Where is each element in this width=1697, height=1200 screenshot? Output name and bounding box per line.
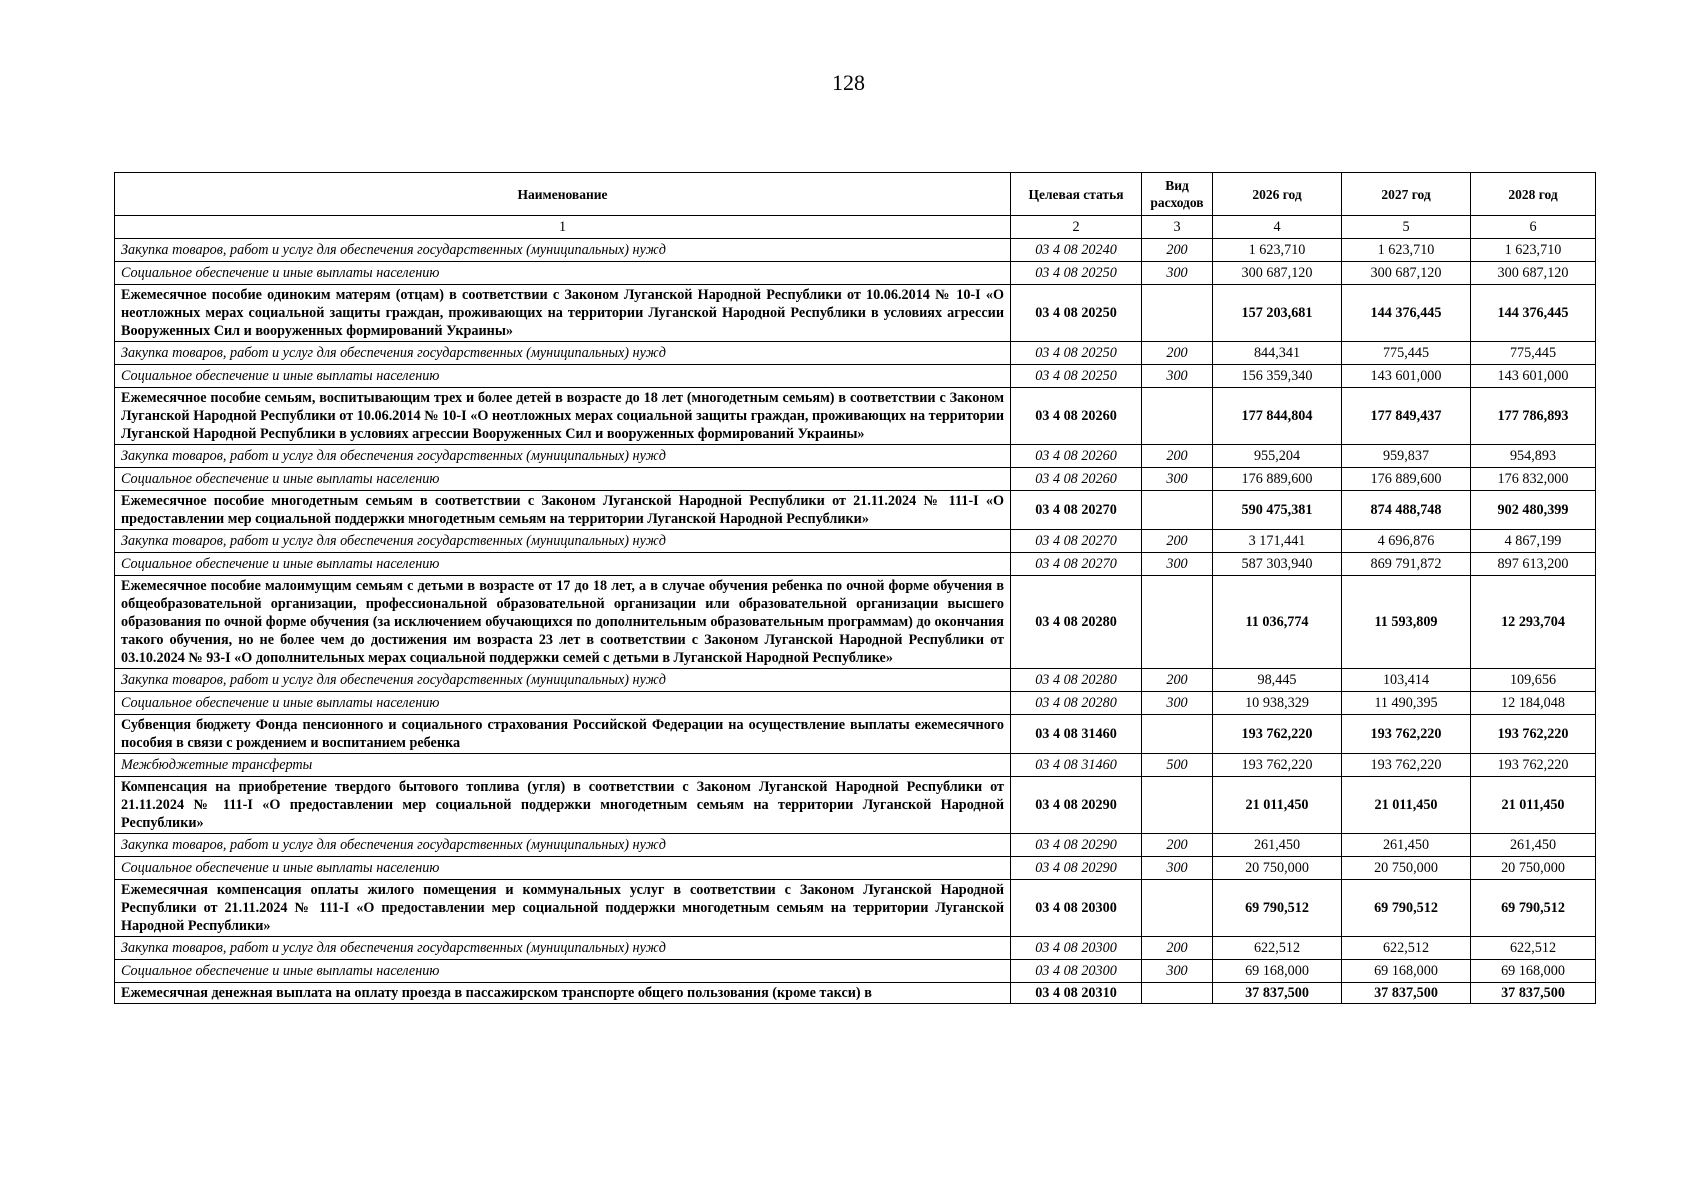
cell-amount-2027: 69 168,000 xyxy=(1342,960,1471,983)
cell-expense-kind: 200 xyxy=(1142,530,1213,553)
cell-amount-2027: 261,450 xyxy=(1342,834,1471,857)
cell-target-article: 03 4 08 20240 xyxy=(1011,239,1142,262)
cell-amount-2026: 844,341 xyxy=(1213,342,1342,365)
cell-amount-2026: 21 011,450 xyxy=(1213,777,1342,834)
cell-name: Закупка товаров, работ и услуг для обеспечения государственных (муниципальных) нужд xyxy=(115,445,1011,468)
cell-amount-2026: 37 837,500 xyxy=(1213,983,1342,1004)
cell-name: Закупка товаров, работ и услуг для обеспечения государственных (муниципальных) нужд xyxy=(115,834,1011,857)
column-number: 3 xyxy=(1142,216,1213,239)
cell-amount-2026: 261,450 xyxy=(1213,834,1342,857)
cell-target-article: 03 4 08 20270 xyxy=(1011,553,1142,576)
table-row xyxy=(115,777,1596,834)
cell-name: Ежемесячная денежная выплата на оплату проезда в пассажирском транспорте общего пользования (кроме такси) в xyxy=(115,983,1011,1004)
cell-target-article: 03 4 08 20250 xyxy=(1011,285,1142,342)
table-row xyxy=(115,342,1596,365)
cell-target-article: 03 4 08 20260 xyxy=(1011,388,1142,445)
cell-target-article: 03 4 08 20290 xyxy=(1011,857,1142,880)
cell-amount-2026: 157 203,681 xyxy=(1213,285,1342,342)
cell-amount-2027: 20 750,000 xyxy=(1342,857,1471,880)
table-row xyxy=(115,983,1596,1004)
cell-expense-kind: 200 xyxy=(1142,937,1213,960)
column-header-2026: 2026 год xyxy=(1213,173,1342,216)
cell-amount-2027: 1 623,710 xyxy=(1342,239,1471,262)
cell-expense-kind: 300 xyxy=(1142,857,1213,880)
cell-amount-2026: 193 762,220 xyxy=(1213,754,1342,777)
cell-name: Социальное обеспечение и иные выплаты населению xyxy=(115,365,1011,388)
table-row xyxy=(115,553,1596,576)
cell-amount-2026: 69 790,512 xyxy=(1213,880,1342,937)
cell-amount-2026: 156 359,340 xyxy=(1213,365,1342,388)
cell-expense-kind: 200 xyxy=(1142,445,1213,468)
cell-amount-2028: 261,450 xyxy=(1471,834,1596,857)
table-row xyxy=(115,715,1596,754)
cell-name: Ежемесячное пособие одиноким матерям (отцам) в соответствии с Законом Луганской Народной Республики от 10.06.2014 № 10-I «О неотложных мерах социальной защиты граждан, проживающих на территории Луганской Народной Республики в условиях агрессии Вооруженных Сил и вооруженных формирований Украины» xyxy=(115,285,1011,342)
cell-amount-2026: 177 844,804 xyxy=(1213,388,1342,445)
cell-amount-2027: 4 696,876 xyxy=(1342,530,1471,553)
cell-name: Закупка товаров, работ и услуг для обеспечения государственных (муниципальных) нужд xyxy=(115,669,1011,692)
cell-expense-kind: 300 xyxy=(1142,262,1213,285)
column-header-name: Наименование xyxy=(115,173,1011,216)
cell-amount-2027: 622,512 xyxy=(1342,937,1471,960)
table-body xyxy=(115,239,1596,1004)
table-row xyxy=(115,834,1596,857)
cell-expense-kind: 300 xyxy=(1142,365,1213,388)
column-header-kind: Вид расходов xyxy=(1142,173,1213,216)
cell-target-article: 03 4 08 20300 xyxy=(1011,880,1142,937)
cell-target-article: 03 4 08 31460 xyxy=(1011,715,1142,754)
column-number: 2 xyxy=(1011,216,1142,239)
cell-expense-kind xyxy=(1142,285,1213,342)
cell-expense-kind xyxy=(1142,880,1213,937)
column-number-row xyxy=(115,216,1596,239)
cell-amount-2028: 1 623,710 xyxy=(1471,239,1596,262)
cell-amount-2026: 3 171,441 xyxy=(1213,530,1342,553)
cell-target-article: 03 4 08 20310 xyxy=(1011,983,1142,1004)
cell-expense-kind xyxy=(1142,715,1213,754)
table-header-row xyxy=(115,173,1596,216)
cell-amount-2027: 959,837 xyxy=(1342,445,1471,468)
cell-target-article: 03 4 08 20260 xyxy=(1011,445,1142,468)
cell-expense-kind: 300 xyxy=(1142,553,1213,576)
cell-amount-2026: 20 750,000 xyxy=(1213,857,1342,880)
cell-amount-2028: 954,893 xyxy=(1471,445,1596,468)
cell-target-article: 03 4 08 20280 xyxy=(1011,669,1142,692)
cell-expense-kind xyxy=(1142,777,1213,834)
cell-amount-2028: 775,445 xyxy=(1471,342,1596,365)
column-number: 4 xyxy=(1213,216,1342,239)
table-row xyxy=(115,692,1596,715)
column-number: 1 xyxy=(115,216,1011,239)
cell-name: Компенсация на приобретение твердого бытового топлива (угля) в соответствии с Законом Луганской Народной Республики от 21.11.2024 № 111-I «О предоставлении мер социальной поддержки многодетным семьям на территории Луганской Народной Республики» xyxy=(115,777,1011,834)
table-row xyxy=(115,491,1596,530)
cell-amount-2028: 902 480,399 xyxy=(1471,491,1596,530)
cell-name: Закупка товаров, работ и услуг для обеспечения государственных (муниципальных) нужд xyxy=(115,239,1011,262)
cell-amount-2026: 10 938,329 xyxy=(1213,692,1342,715)
cell-target-article: 03 4 08 20260 xyxy=(1011,468,1142,491)
cell-name: Закупка товаров, работ и услуг для обеспечения государственных (муниципальных) нужд xyxy=(115,530,1011,553)
cell-amount-2027: 177 849,437 xyxy=(1342,388,1471,445)
table-row xyxy=(115,468,1596,491)
table-row xyxy=(115,576,1596,669)
page-number: 128 xyxy=(832,70,865,95)
cell-amount-2027: 176 889,600 xyxy=(1342,468,1471,491)
cell-amount-2027: 874 488,748 xyxy=(1342,491,1471,530)
cell-expense-kind xyxy=(1142,491,1213,530)
column-header-code: Целевая статья xyxy=(1011,173,1142,216)
cell-name: Субвенция бюджету Фонда пенсионного и социального страхования Российской Федерации на осуществление выплаты ежемесячного пособия в связи с рождением и воспитанием ребенка xyxy=(115,715,1011,754)
table-row xyxy=(115,285,1596,342)
cell-amount-2027: 11 490,395 xyxy=(1342,692,1471,715)
table-row xyxy=(115,880,1596,937)
budget-table xyxy=(114,172,1596,1004)
table-row xyxy=(115,262,1596,285)
cell-amount-2028: 20 750,000 xyxy=(1471,857,1596,880)
column-header-2027: 2027 год xyxy=(1342,173,1471,216)
table-row xyxy=(115,239,1596,262)
cell-name: Ежемесячная компенсация оплаты жилого помещения и коммунальных услуг в соответствии с Законом Луганской Народной Республики от 21.11.2024 № 111-I «О предоставлении мер социальной поддержки многодетным семьям на территории Луганской Народной Республики» xyxy=(115,880,1011,937)
cell-amount-2026: 955,204 xyxy=(1213,445,1342,468)
cell-amount-2028: 144 376,445 xyxy=(1471,285,1596,342)
cell-amount-2026: 176 889,600 xyxy=(1213,468,1342,491)
cell-expense-kind xyxy=(1142,388,1213,445)
cell-amount-2027: 775,445 xyxy=(1342,342,1471,365)
cell-amount-2026: 98,445 xyxy=(1213,669,1342,692)
column-number: 5 xyxy=(1342,216,1471,239)
cell-amount-2026: 300 687,120 xyxy=(1213,262,1342,285)
cell-expense-kind xyxy=(1142,983,1213,1004)
cell-amount-2028: 143 601,000 xyxy=(1471,365,1596,388)
cell-expense-kind: 500 xyxy=(1142,754,1213,777)
cell-amount-2028: 622,512 xyxy=(1471,937,1596,960)
cell-target-article: 03 4 08 20280 xyxy=(1011,692,1142,715)
cell-expense-kind: 300 xyxy=(1142,960,1213,983)
cell-name: Социальное обеспечение и иные выплаты населению xyxy=(115,468,1011,491)
cell-target-article: 03 4 08 20300 xyxy=(1011,937,1142,960)
cell-amount-2027: 144 376,445 xyxy=(1342,285,1471,342)
cell-expense-kind: 300 xyxy=(1142,692,1213,715)
cell-amount-2026: 193 762,220 xyxy=(1213,715,1342,754)
table-row xyxy=(115,530,1596,553)
cell-target-article: 03 4 08 20250 xyxy=(1011,342,1142,365)
table-row xyxy=(115,669,1596,692)
cell-amount-2028: 4 867,199 xyxy=(1471,530,1596,553)
cell-name: Ежемесячное пособие малоимущим семьям с детьми в возрасте от 17 до 18 лет, а в случае обучения ребенка по очной форме обучения в общеобразовательной организации, профессиональной образовательной организации или образовательной организации высшего образования по очной форме обучения (за исключением обучающихся по дополнительным образовательным программам) до окончания такого обучения, но не более чем до достижения им возраста 23 лет в соответствии с Законом Луганской Народной Республики от 03.10.2024 № 93-I «О дополнительных мерах социальной поддержки семей с детьми в Луганской Народной Республике» xyxy=(115,576,1011,669)
cell-amount-2026: 590 475,381 xyxy=(1213,491,1342,530)
cell-amount-2028: 897 613,200 xyxy=(1471,553,1596,576)
cell-amount-2028: 12 293,704 xyxy=(1471,576,1596,669)
cell-target-article: 03 4 08 20280 xyxy=(1011,576,1142,669)
cell-amount-2028: 12 184,048 xyxy=(1471,692,1596,715)
cell-amount-2028: 69 790,512 xyxy=(1471,880,1596,937)
table-row xyxy=(115,960,1596,983)
table-row xyxy=(115,388,1596,445)
column-number: 6 xyxy=(1471,216,1596,239)
cell-target-article: 03 4 08 20300 xyxy=(1011,960,1142,983)
cell-name: Социальное обеспечение и иные выплаты населению xyxy=(115,262,1011,285)
table-row xyxy=(115,445,1596,468)
cell-target-article: 03 4 08 20270 xyxy=(1011,530,1142,553)
cell-amount-2028: 176 832,000 xyxy=(1471,468,1596,491)
table-row xyxy=(115,857,1596,880)
cell-expense-kind: 200 xyxy=(1142,239,1213,262)
column-header-2028: 2028 год xyxy=(1471,173,1596,216)
cell-amount-2028: 300 687,120 xyxy=(1471,262,1596,285)
cell-amount-2027: 193 762,220 xyxy=(1342,754,1471,777)
cell-amount-2028: 69 168,000 xyxy=(1471,960,1596,983)
cell-name: Социальное обеспечение и иные выплаты населению xyxy=(115,960,1011,983)
cell-name: Ежемесячное пособие семьям, воспитывающим трех и более детей в возрасте до 18 лет (многодетным семьям) в соответствии с Законом Луганской Народной Республики от 10.06.2014 № 10-I «О неотложных мерах социальной защиты граждан, проживающих на территории Луганской Народной Республики в условиях агрессии Вооруженных Сил и вооруженных формирований Украины» xyxy=(115,388,1011,445)
cell-amount-2027: 193 762,220 xyxy=(1342,715,1471,754)
cell-amount-2026: 11 036,774 xyxy=(1213,576,1342,669)
cell-expense-kind xyxy=(1142,576,1213,669)
cell-name: Закупка товаров, работ и услуг для обеспечения государственных (муниципальных) нужд xyxy=(115,937,1011,960)
cell-name: Социальное обеспечение и иные выплаты населению xyxy=(115,553,1011,576)
cell-amount-2027: 869 791,872 xyxy=(1342,553,1471,576)
cell-name: Межбюджетные трансферты xyxy=(115,754,1011,777)
cell-name: Ежемесячное пособие многодетным семьям в соответствии с Законом Луганской Народной Республики от 21.11.2024 № 111-I «О предоставлении мер социальной поддержки многодетным семьям на территории Луганской Народной Республики» xyxy=(115,491,1011,530)
cell-expense-kind: 200 xyxy=(1142,342,1213,365)
cell-target-article: 03 4 08 20250 xyxy=(1011,262,1142,285)
table-row xyxy=(115,365,1596,388)
cell-expense-kind: 200 xyxy=(1142,669,1213,692)
cell-name: Социальное обеспечение и иные выплаты населению xyxy=(115,857,1011,880)
cell-target-article: 03 4 08 20290 xyxy=(1011,777,1142,834)
cell-name: Закупка товаров, работ и услуг для обеспечения государственных (муниципальных) нужд xyxy=(115,342,1011,365)
cell-expense-kind: 300 xyxy=(1142,468,1213,491)
cell-expense-kind: 200 xyxy=(1142,834,1213,857)
cell-name: Социальное обеспечение и иные выплаты населению xyxy=(115,692,1011,715)
cell-amount-2026: 622,512 xyxy=(1213,937,1342,960)
cell-target-article: 03 4 08 20250 xyxy=(1011,365,1142,388)
cell-amount-2026: 69 168,000 xyxy=(1213,960,1342,983)
cell-amount-2027: 300 687,120 xyxy=(1342,262,1471,285)
cell-amount-2028: 177 786,893 xyxy=(1471,388,1596,445)
cell-amount-2026: 587 303,940 xyxy=(1213,553,1342,576)
cell-target-article: 03 4 08 20270 xyxy=(1011,491,1142,530)
cell-amount-2027: 103,414 xyxy=(1342,669,1471,692)
cell-amount-2027: 69 790,512 xyxy=(1342,880,1471,937)
table-row xyxy=(115,937,1596,960)
cell-amount-2027: 11 593,809 xyxy=(1342,576,1471,669)
cell-amount-2027: 37 837,500 xyxy=(1342,983,1471,1004)
cell-amount-2027: 143 601,000 xyxy=(1342,365,1471,388)
cell-amount-2028: 37 837,500 xyxy=(1471,983,1596,1004)
cell-amount-2028: 21 011,450 xyxy=(1471,777,1596,834)
cell-target-article: 03 4 08 20290 xyxy=(1011,834,1142,857)
cell-amount-2028: 193 762,220 xyxy=(1471,715,1596,754)
cell-amount-2028: 109,656 xyxy=(1471,669,1596,692)
cell-target-article: 03 4 08 31460 xyxy=(1011,754,1142,777)
cell-amount-2027: 21 011,450 xyxy=(1342,777,1471,834)
cell-amount-2028: 193 762,220 xyxy=(1471,754,1596,777)
cell-amount-2026: 1 623,710 xyxy=(1213,239,1342,262)
table-row xyxy=(115,754,1596,777)
